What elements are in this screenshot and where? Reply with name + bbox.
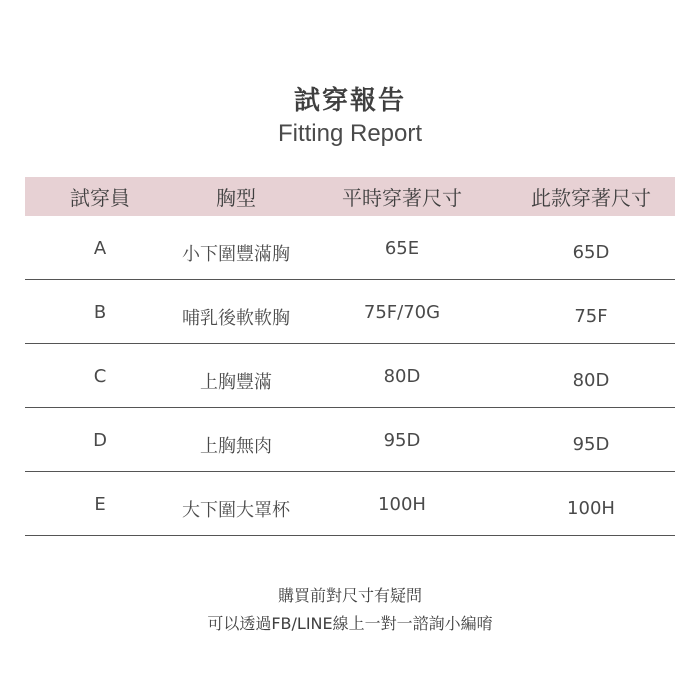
cell-bust-shape: 上胸豐滿: [200, 372, 272, 393]
cell-bust-shape: 哺乳後軟軟胸: [182, 308, 290, 329]
cell-tester: E: [94, 494, 106, 515]
table-row: [25, 472, 675, 536]
header-this-size: 此款穿著尺寸: [531, 186, 651, 210]
cell-this-size: 65D: [572, 242, 610, 263]
header-tester: 試穿員: [70, 186, 130, 210]
cell-usual-size: 95D: [383, 430, 421, 451]
table-row: [25, 216, 675, 280]
cell-bust-shape: 大下圍大罩杯: [182, 500, 290, 521]
report-title: 試穿報告: [293, 86, 406, 116]
cell-bust-shape: 小下圍豐滿胸: [182, 244, 290, 265]
table-row: [25, 344, 675, 408]
cell-tester: C: [93, 366, 107, 387]
cell-this-size: 75F: [574, 306, 608, 327]
header-bust-shape: 胸型: [216, 186, 256, 210]
cell-bust-shape: 上胸無肉: [200, 436, 272, 457]
header-usual-size: 平時穿著尺寸: [342, 186, 462, 210]
table-row: [25, 280, 675, 344]
cell-tester: D: [93, 430, 107, 451]
footer-question: 購買前對尺寸有疑問: [277, 586, 422, 605]
report-subtitle: Fitting Report: [277, 120, 423, 147]
cell-this-size: 100H: [567, 498, 615, 519]
cell-usual-size: 75F/70G: [363, 302, 441, 323]
cell-tester: A: [93, 238, 107, 259]
table-header: [25, 177, 675, 216]
cell-usual-size: 80D: [383, 366, 421, 387]
cell-usual-size: 100H: [378, 494, 426, 515]
footer-contact: 可以透過FB/LINE線上一對一諮詢小編唷: [207, 614, 493, 633]
cell-this-size: 95D: [572, 434, 610, 455]
fitting-table: [25, 177, 675, 536]
cell-usual-size: 65E: [384, 238, 420, 259]
cell-this-size: 80D: [572, 370, 610, 391]
table-row: [25, 408, 675, 472]
cell-tester: B: [93, 302, 107, 323]
